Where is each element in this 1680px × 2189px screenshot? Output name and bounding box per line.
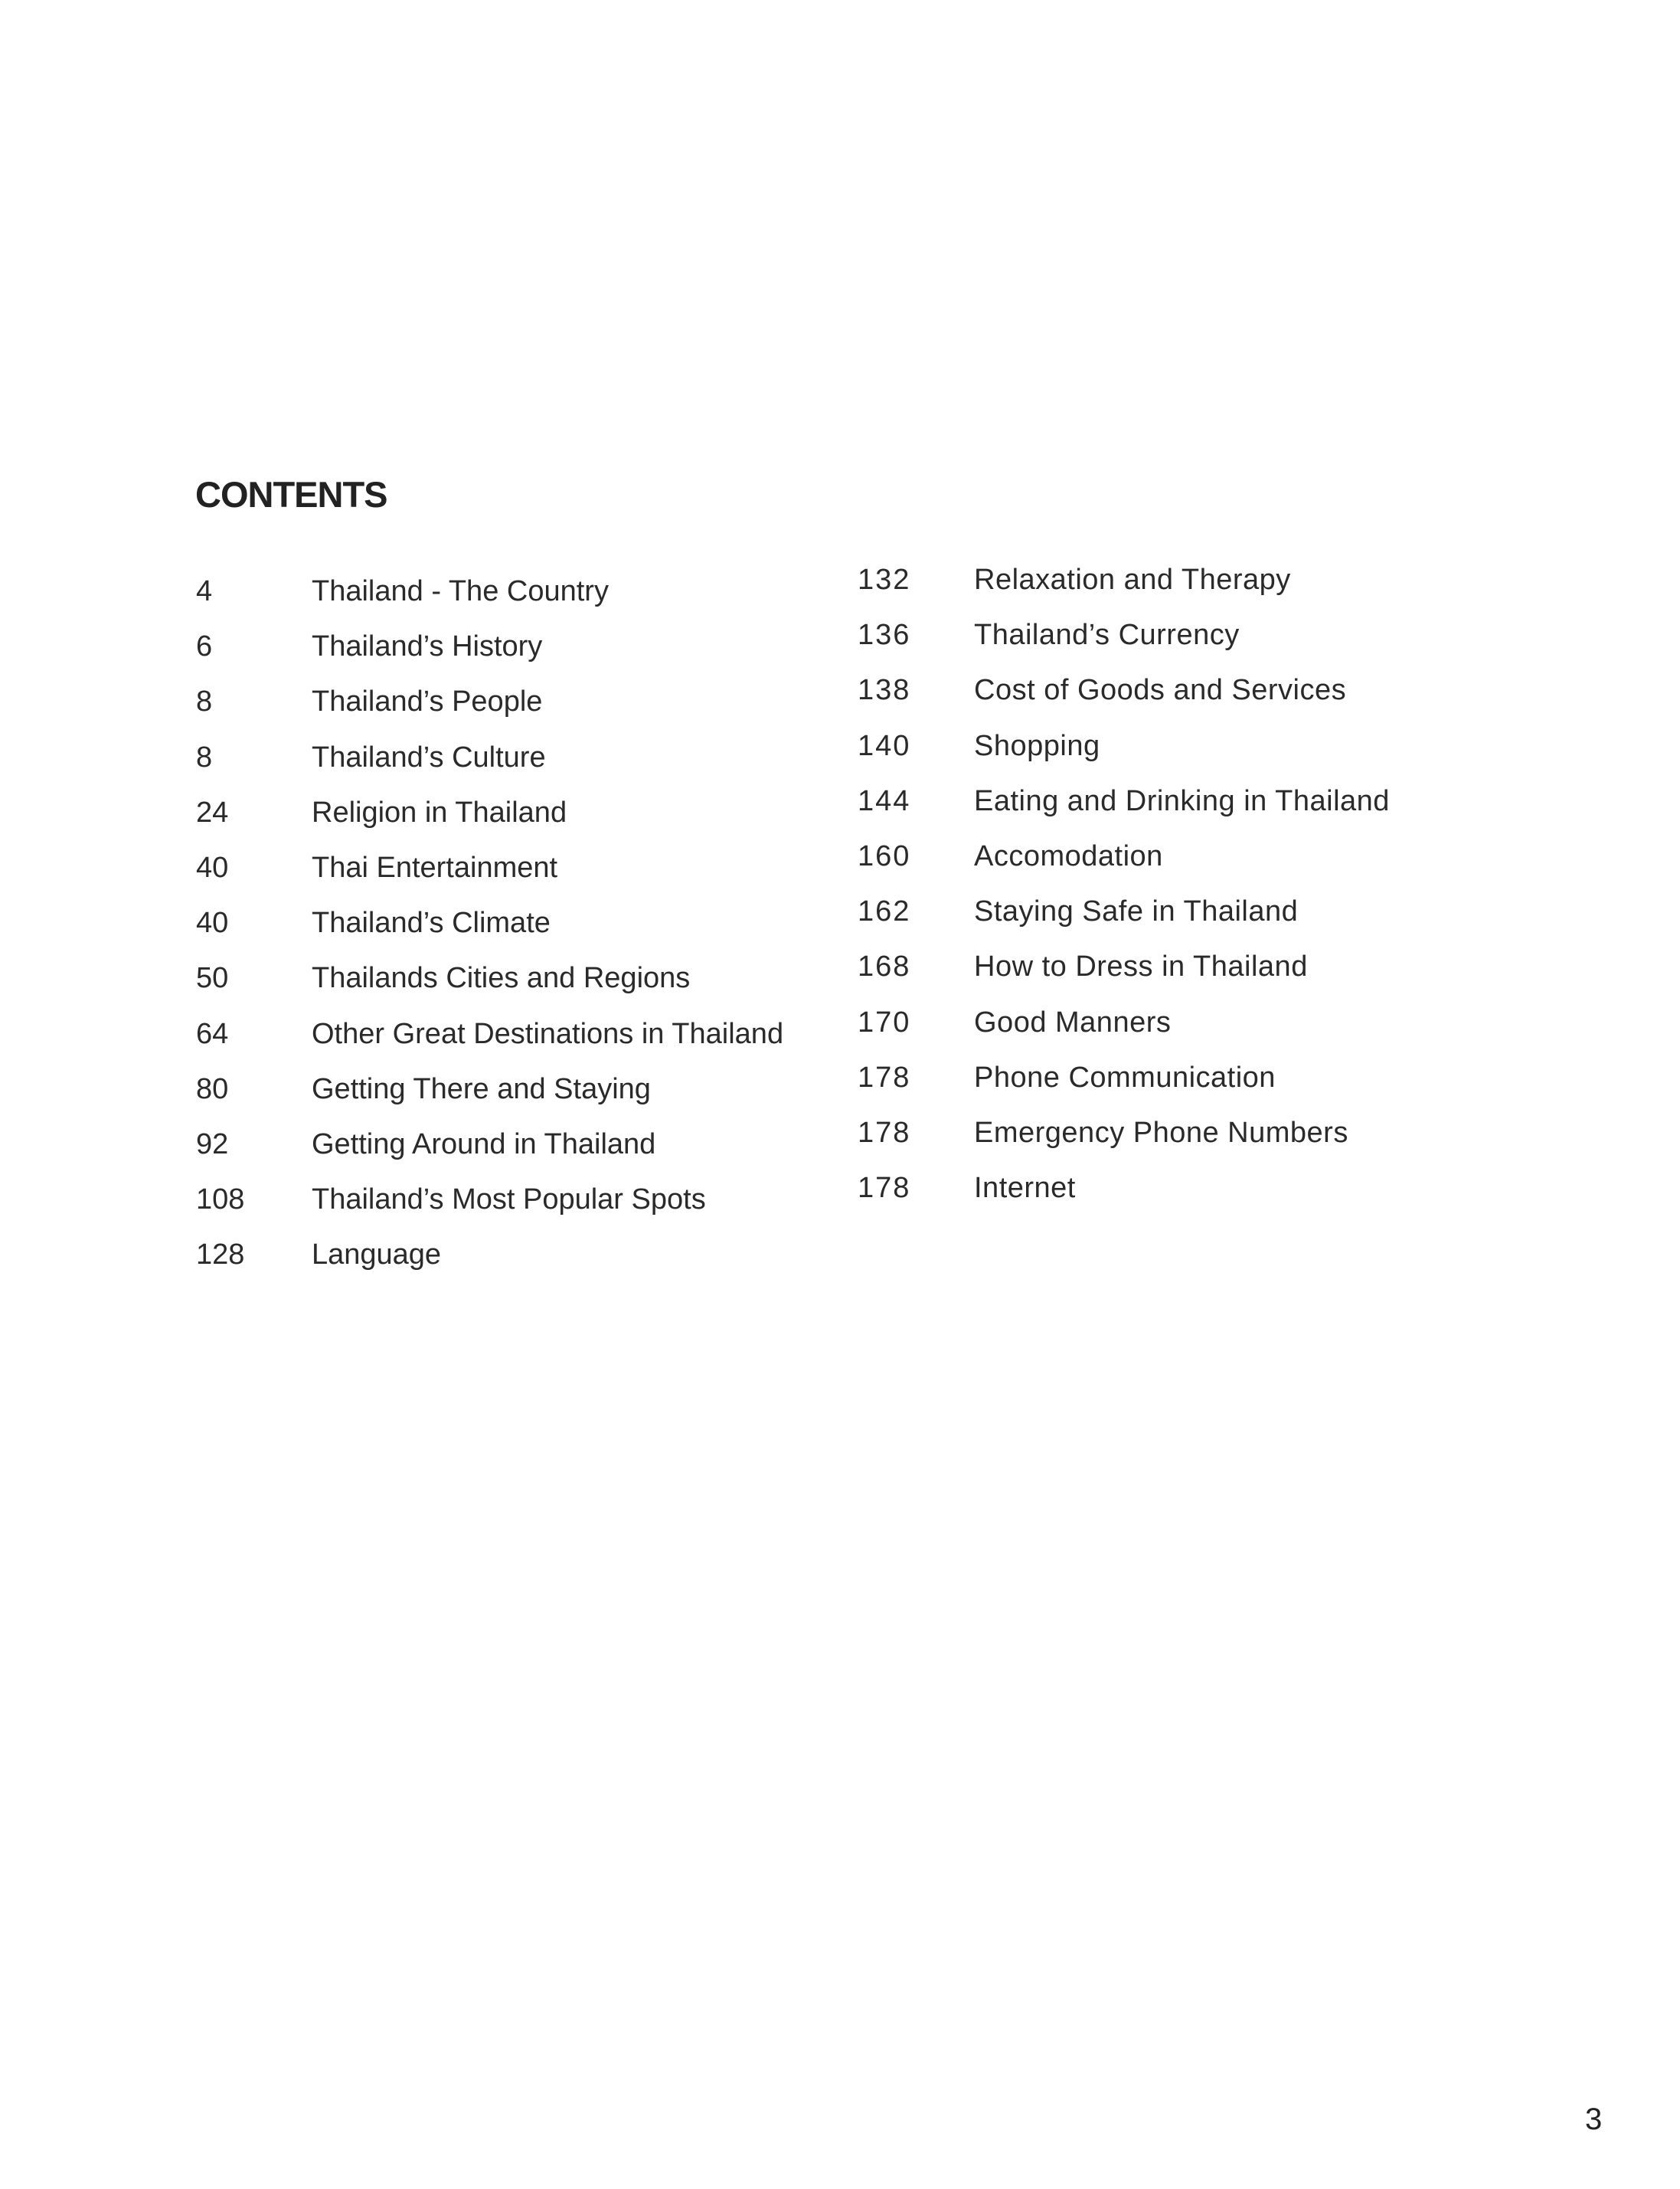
- toc-page-number: 40: [196, 851, 229, 884]
- toc-page-number: 162: [858, 895, 911, 928]
- toc-entry-title: Thailand - The Country: [312, 575, 609, 607]
- toc-page-number: 136: [858, 619, 911, 652]
- toc-entry-title: Accomodation: [974, 839, 1163, 872]
- toc-page-number: 6: [196, 630, 213, 663]
- toc-page-number: 8: [196, 741, 213, 774]
- contents-heading: CONTENTS: [195, 474, 387, 515]
- toc-page-number: 178: [858, 1061, 911, 1094]
- toc-page-number: 160: [858, 839, 911, 872]
- toc-entry-title: Cost of Goods and Services: [974, 674, 1347, 707]
- toc-page-number: 178: [858, 1172, 911, 1205]
- toc-page-number: 140: [858, 729, 911, 762]
- page-number: 3: [1585, 2102, 1603, 2136]
- toc-page-number: 170: [858, 1006, 911, 1039]
- toc-entry-title: Thailand’s Climate: [312, 907, 551, 940]
- toc-entry-title: Thailand’s Most Popular Spots: [312, 1183, 706, 1216]
- toc-page-number: 168: [858, 951, 911, 983]
- toc-entry-title: Phone Communication: [974, 1061, 1276, 1094]
- toc-entry-title: Thai Entertainment: [312, 851, 558, 884]
- toc-entry-title: Staying Safe in Thailand: [974, 895, 1299, 928]
- toc-entry-title: Relaxation and Therapy: [974, 564, 1291, 596]
- toc-entry-title: Getting Around in Thailand: [312, 1127, 656, 1160]
- toc-entry-title: Good Manners: [974, 1006, 1172, 1039]
- toc-page-number: 80: [196, 1072, 229, 1105]
- toc-entry-title: Shopping: [974, 729, 1100, 762]
- toc-page-number: 64: [196, 1017, 229, 1050]
- toc-page-number: 8: [196, 685, 213, 718]
- toc-entry-title: Thailands Cities and Regions: [312, 962, 691, 995]
- toc-page-number: 108: [196, 1183, 245, 1216]
- toc-entry-title: Thailand’s Culture: [312, 741, 546, 774]
- toc-entry-title: Thailand’s History: [312, 630, 543, 663]
- toc-page-number: 132: [858, 564, 911, 596]
- toc-page-number: 138: [858, 674, 911, 707]
- toc-page-number: 178: [858, 1116, 911, 1149]
- toc-entry-title: Internet: [974, 1172, 1076, 1205]
- toc-entry-title: Other Great Destinations in Thailand: [312, 1017, 784, 1050]
- toc-page-number: 144: [858, 784, 911, 817]
- toc-entry-title: Thailand’s Currency: [974, 619, 1240, 652]
- toc-page-number: 24: [196, 796, 229, 829]
- toc-entry-title: Emergency Phone Numbers: [974, 1116, 1348, 1149]
- toc-page-number: 92: [196, 1127, 229, 1160]
- toc-page-number: 128: [196, 1238, 245, 1271]
- toc-page-number: 40: [196, 907, 229, 940]
- toc-entry-title: Thailand’s People: [312, 685, 543, 718]
- toc-entry-title: Religion in Thailand: [312, 796, 567, 829]
- toc-entry-title: Getting There and Staying: [312, 1072, 651, 1105]
- toc-entry-title: Eating and Drinking in Thailand: [974, 784, 1390, 817]
- toc-entry-title: How to Dress in Thailand: [974, 951, 1308, 983]
- toc-page-number: 4: [196, 575, 213, 607]
- toc-entry-title: Language: [312, 1238, 442, 1271]
- toc-page-number: 50: [196, 962, 229, 995]
